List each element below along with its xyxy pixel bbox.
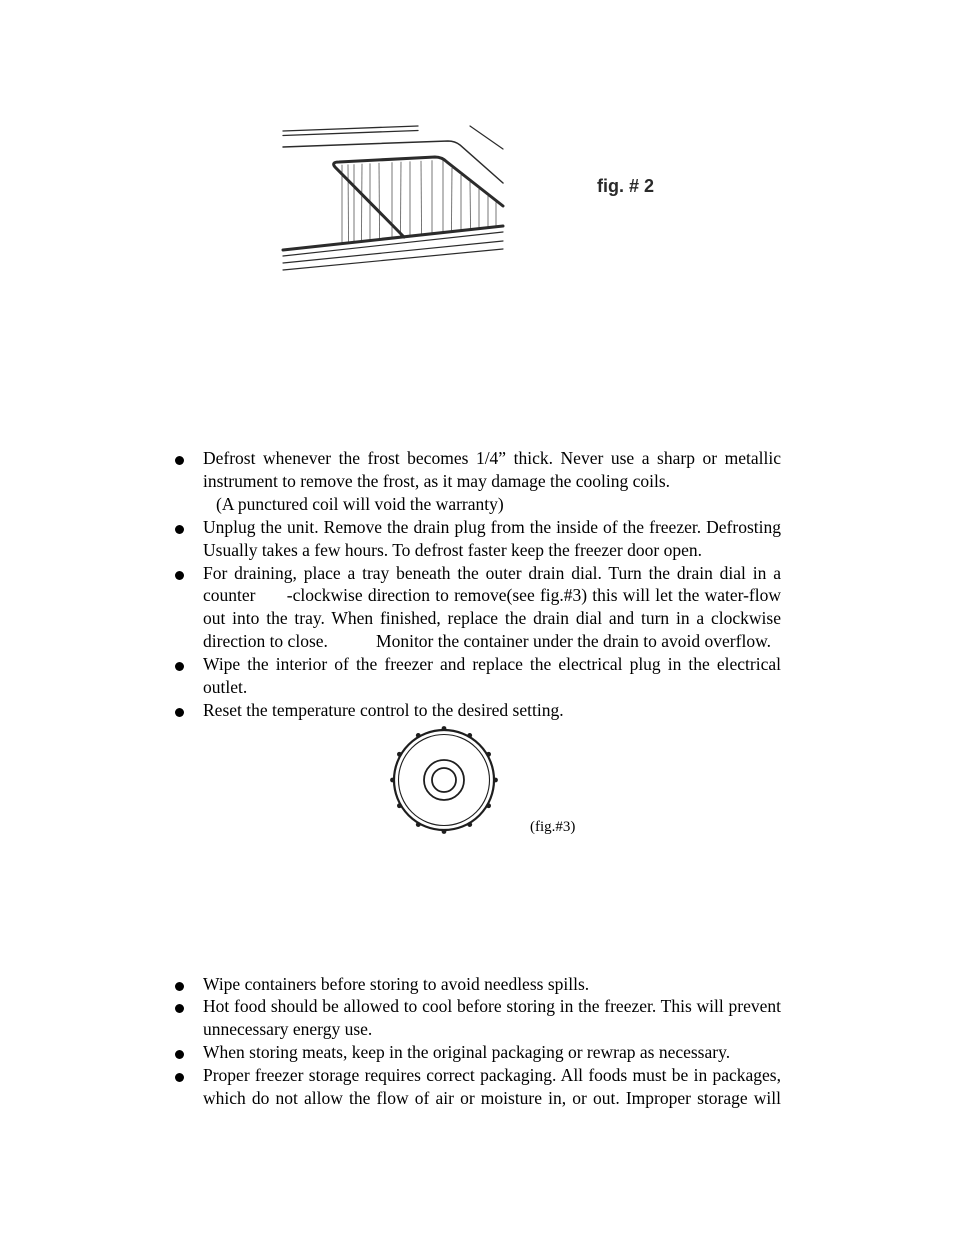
dial-grip-bumps bbox=[390, 726, 498, 834]
lid-edge-line bbox=[283, 131, 418, 136]
bullet-icon bbox=[175, 525, 184, 534]
figure-2-label: fig. # 2 bbox=[597, 176, 655, 196]
storage-tip bbox=[203, 1064, 781, 1110]
hatch-line bbox=[452, 168, 453, 231]
list-item-line: which do not allow the flow of air or moisture in, or out. Improper storage will bbox=[203, 1088, 781, 1109]
bullet-icon bbox=[175, 1073, 184, 1082]
bullet-icon bbox=[175, 1004, 184, 1013]
warranty-note: (A punctured coil will void the warranty) bbox=[216, 493, 504, 514]
storage-tips-list bbox=[203, 973, 781, 1110]
dial-grip-bump bbox=[390, 778, 395, 783]
dial-grip-bump bbox=[416, 822, 421, 827]
storage-tip bbox=[203, 995, 781, 1041]
dial-grip-bump bbox=[467, 733, 472, 738]
defrost-step bbox=[203, 562, 781, 654]
figure-3-caption: (fig.#3) bbox=[530, 819, 576, 835]
hatch-line bbox=[362, 164, 363, 241]
list-item-line: outlet. bbox=[203, 677, 248, 698]
dial-inner-ring bbox=[399, 735, 490, 826]
bullet-icon bbox=[175, 982, 184, 991]
dial-grip-bump bbox=[442, 829, 447, 834]
bullet-icon bbox=[175, 708, 184, 717]
dial-center-ring bbox=[424, 760, 464, 800]
list-item-line: Wipe containers before storing to avoid needless spills. bbox=[203, 973, 590, 994]
list-item-line: Proper freezer storage requires correct packaging. All foods must be in packages, bbox=[203, 1065, 781, 1086]
dial-grip-bump bbox=[486, 803, 491, 808]
storage-tip bbox=[203, 1041, 781, 1064]
list-item-line: For draining, place a tray beneath the outer drain dial. Turn the drain dial in a bbox=[203, 562, 781, 583]
list-item-line: Hot food should be allowed to cool before storing in the freezer. This will prevent bbox=[203, 996, 781, 1017]
dial-grip-bump bbox=[416, 733, 421, 738]
list-item-line: Defrost whenever the frost becomes 1/4” thick. Never use a sharp or metallic bbox=[203, 448, 781, 468]
list-item-line: Reset the temperature control to the desired setting. bbox=[203, 699, 564, 720]
list-item-line: out into the tray. When finished, replace the drain dial and turn in a clockwise bbox=[203, 608, 781, 629]
dial-grip-bump bbox=[467, 822, 472, 827]
list-item-line: direction to close. Monitor the container under the drain to avoid overflow. bbox=[203, 631, 771, 652]
list-item-line: Usually takes a few hours. To defrost faster keep the freezer door open. bbox=[203, 539, 702, 560]
defrost-instructions-list bbox=[203, 447, 781, 722]
hatch-line bbox=[401, 162, 402, 236]
list-item-line: When storing meats, keep in the original packaging or rewrap as necessary. bbox=[203, 1042, 731, 1063]
list-item-line: Wipe the interior of the freezer and replace the electrical plug in the electrical bbox=[203, 654, 781, 675]
dial-center-hole bbox=[432, 768, 456, 792]
dial-outer-rim bbox=[394, 730, 494, 830]
defrost-step bbox=[203, 516, 781, 562]
hatch-line bbox=[348, 165, 349, 242]
hatch-line bbox=[379, 163, 380, 239]
dial-grip-bump bbox=[397, 752, 402, 757]
dial-grip-bump bbox=[493, 778, 498, 783]
defrost-step bbox=[203, 699, 781, 722]
bullet-icon bbox=[175, 456, 184, 465]
storage-tip bbox=[203, 973, 781, 996]
list-item-line: Unplug the unit. Remove the drain plug from the inside of the freezer. Defrosting bbox=[203, 516, 781, 537]
dial-grip-bump bbox=[486, 752, 491, 757]
corner-edge-line bbox=[470, 126, 503, 149]
outer-rim-edge bbox=[283, 141, 503, 183]
bullet-icon bbox=[175, 662, 184, 671]
hatch-line bbox=[421, 161, 422, 234]
list-item-line: counter -clockwise direction to remove(see fig.#3) this will let the water-flow bbox=[203, 585, 781, 606]
floor-edge-line bbox=[283, 226, 503, 250]
bullet-icon bbox=[175, 571, 184, 580]
lid-edge-line bbox=[283, 126, 418, 131]
drain-dial-illustration bbox=[386, 722, 502, 838]
bullet-icon bbox=[175, 1050, 184, 1059]
dial-grip-bump bbox=[442, 726, 447, 731]
dial-grip-bump bbox=[397, 803, 402, 808]
drain-channel-outline bbox=[334, 157, 503, 237]
hatch-line bbox=[470, 182, 471, 229]
defrost-step bbox=[203, 653, 781, 699]
list-item-line: instrument to remove the frost, as it may damage the cooling coils. bbox=[203, 470, 671, 491]
freezer-drain-illustration bbox=[280, 120, 510, 280]
defrost-step bbox=[203, 447, 781, 516]
list-item-line: unnecessary energy use. bbox=[203, 1019, 373, 1040]
